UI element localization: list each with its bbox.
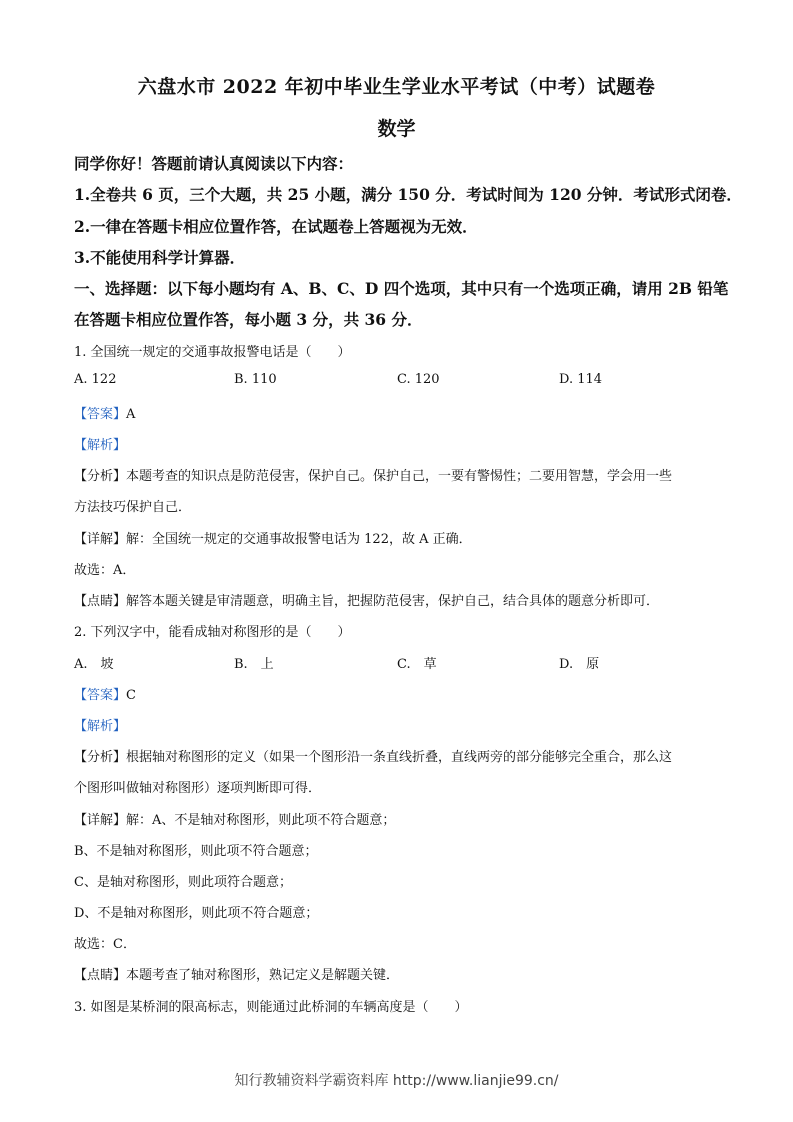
section1-heading-line1: 一、选择题：以下每小题均有 A、B、C、D 四个选项，其中只有一个选项正确，请用 2B 铅笔 xyxy=(74,279,729,298)
q1-stem: 1. 全国统一规定的交通事故报警电话是（ ） xyxy=(74,345,351,360)
dianjing-tag: 【点睛】 xyxy=(74,594,127,609)
q2-option-c: C. 草 xyxy=(397,657,437,672)
q1-answer: A xyxy=(126,407,136,422)
q1-fenxi-line2: 方法技巧保护自己． xyxy=(74,500,192,515)
q2-answer: C xyxy=(126,688,136,703)
notice-item-1: 1.全卷共 6 页，三个大题，共 25 小题，满分 150 分．考试时间为 120 分钟．考试形式闭卷． xyxy=(74,185,742,204)
q2-answer-line xyxy=(74,684,136,703)
q1-dianjing-text: 解答本题关键是审清题意，明确主旨，把握防范侵害，保护自己，结合具体的题意分析即可． xyxy=(126,594,660,609)
q2-stem: 2. 下列汉字中，能看成轴对称图形的是（ ） xyxy=(74,625,351,640)
answer-tag: 【答案】 xyxy=(74,407,127,422)
notice-item-2: 2.一律在答题卡相应位置作答，在试题卷上答题视为无效． xyxy=(74,217,478,236)
notice-greeting: 同学你好！答题前请认真阅读以下内容： xyxy=(74,154,354,173)
notice-item-3: 3.不能使用科学计算器． xyxy=(74,248,246,267)
q2-analysis-tag: 【解析】 xyxy=(74,719,127,734)
q2-fenxi-line1 xyxy=(74,746,672,765)
answer-tag: 【答案】 xyxy=(74,688,127,703)
q1-choose: 故选：A． xyxy=(74,563,136,578)
q2-dianjing-line xyxy=(74,964,399,983)
q2-xiangjie-line xyxy=(74,809,395,828)
section1-heading-line2: 在答题卡相应位置作答，每小题 3 分，共 36 分． xyxy=(74,310,423,329)
q1-xiangjie-line xyxy=(74,528,472,547)
xiangjie-tag: 【详解】 xyxy=(74,532,127,547)
q1-answer-line xyxy=(74,403,135,422)
exam-title: 六盘水市 2022 年初中毕业生学业水平考试（中考）试题卷 xyxy=(137,76,656,98)
q2-option-a: A. 坡 xyxy=(74,657,114,672)
q3-stem: 3. 如图是某桥洞的限高标志，则能通过此桥洞的车辆高度是（ ） xyxy=(74,1000,468,1015)
q2-option-d: D. 原 xyxy=(559,657,600,672)
q2-fenxi-text: 根据轴对称图形的定义（如果一个图形沿一条直线折叠，直线两旁的部分能够完全重合，那么这 xyxy=(126,750,673,765)
q1-dianjing-line xyxy=(74,590,659,609)
q1-fenxi-line1 xyxy=(74,465,672,484)
q2-d-line: D、不是轴对称图形，则此项不符合题意； xyxy=(74,906,319,921)
fenxi-tag: 【分析】 xyxy=(74,469,127,484)
subject-title: 数学 xyxy=(377,118,416,140)
q1-option-b: B. 110 xyxy=(234,372,277,387)
q1-fenxi-text: 本题考查的知识点是防范侵害，保护自己。保护自己，一要有警惕性；二要用智慧，学会用一些 xyxy=(126,469,673,484)
q2-fenxi-line2: 个图形叫做轴对称图形）逐项判断即可得． xyxy=(74,781,322,796)
fenxi-tag: 【分析】 xyxy=(74,750,127,765)
q1-option-d: D. 114 xyxy=(559,372,603,387)
q1-option-a: A. 122 xyxy=(74,372,117,387)
q2-choose: 故选：C． xyxy=(74,937,136,952)
xiangjie-tag: 【详解】 xyxy=(74,813,127,828)
page-footer-watermark: 知行教辅资料学霸资料库 http://www.lianjie99.cn/ xyxy=(234,1073,559,1089)
q1-xiangjie-text: 解：全国统一规定的交通事故报警电话为 122，故 A 正确． xyxy=(126,532,472,547)
q2-option-b: B. 上 xyxy=(234,657,274,672)
q2-b-line: B、不是轴对称图形，则此项不符合题意； xyxy=(74,844,318,859)
q2-dianjing-text: 本题考查了轴对称图形，熟记定义是解题关键． xyxy=(126,968,400,983)
q2-xiangjie-text: 解：A、不是轴对称图形，则此项不符合题意； xyxy=(126,813,396,828)
q1-analysis-tag: 【解析】 xyxy=(74,438,127,453)
dianjing-tag: 【点睛】 xyxy=(74,968,127,983)
q1-option-c: C. 120 xyxy=(397,372,440,387)
q2-c-line: C、是轴对称图形，则此项符合题意； xyxy=(74,875,292,890)
